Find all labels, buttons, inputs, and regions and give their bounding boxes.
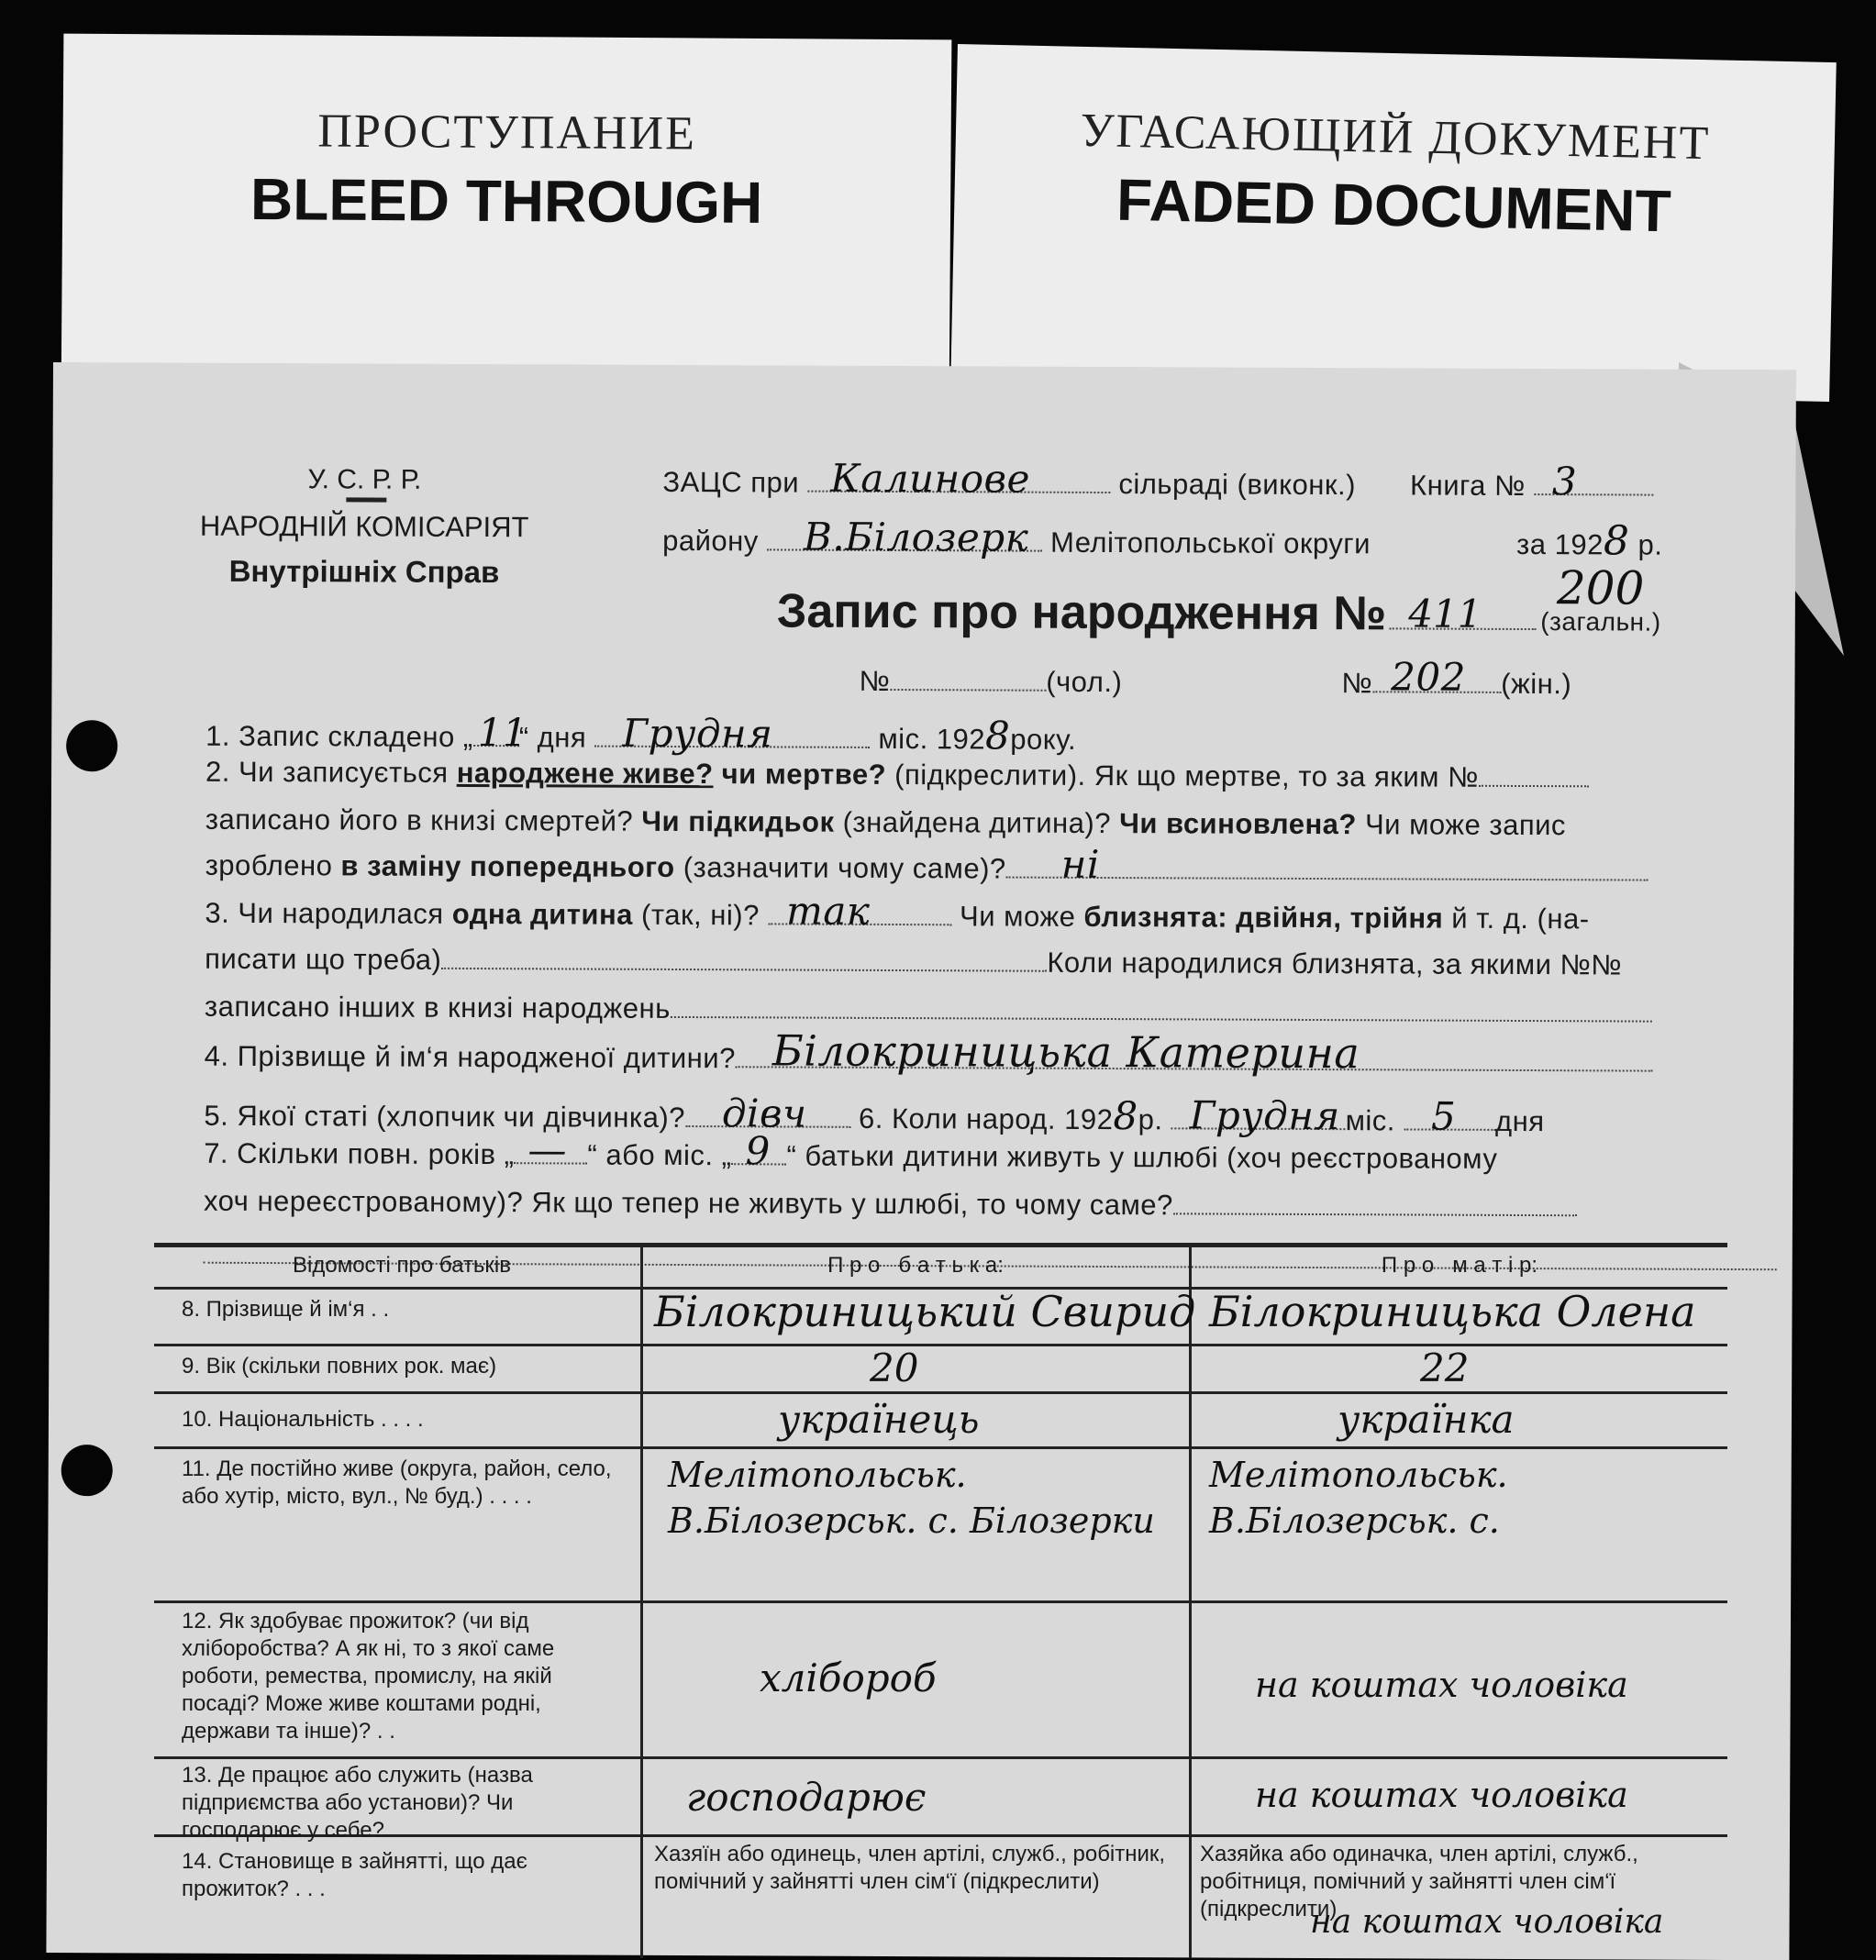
zats-line bbox=[662, 455, 1653, 504]
l5-value: так bbox=[785, 888, 871, 934]
raion-label: району bbox=[662, 524, 759, 558]
l2-dead: чи мертве? bbox=[713, 758, 887, 791]
row-label-livelihood: 12. Як здобуває прожиток? (чи від хліборобства? А як ні, то з якої саме роботи, ремества, промислу, на якій посаді? Може живе коштами родні, держави та інше)? . . bbox=[182, 1609, 555, 1744]
book-value: 3 bbox=[1551, 459, 1578, 504]
numbers-line bbox=[859, 654, 1572, 701]
punch-hole-bottom bbox=[61, 1445, 113, 1496]
l10-text-c: “ батьки дитини живуть у шлюбі (хоч реєстрованому bbox=[786, 1139, 1498, 1175]
l4-text-c: (зазначити чому саме)? bbox=[674, 850, 1006, 885]
record-number-value: 411 bbox=[1408, 591, 1482, 637]
faded-document-en: FADED DOCUMENT bbox=[1116, 166, 1672, 245]
l4-replacement: в заміну попереднього bbox=[340, 849, 675, 883]
row-rule bbox=[154, 1600, 1727, 1603]
zhin-prefix: № bbox=[1341, 667, 1373, 700]
year-label: за 192 bbox=[1516, 527, 1604, 561]
faded-document-ru: УГАСАЮЩИЙ ДОКУМЕНТ bbox=[1080, 104, 1711, 171]
l9-text-b: 6. Коли народ. 192 bbox=[859, 1102, 1114, 1136]
l1-year-value: 8 bbox=[984, 713, 1011, 759]
raion-field bbox=[767, 514, 1042, 560]
row-label-nationality: 10. Національність . . . . bbox=[182, 1407, 424, 1432]
line-4 bbox=[205, 841, 1648, 889]
l9-day-field bbox=[1404, 1093, 1495, 1139]
l9-text-d: міс. bbox=[1345, 1104, 1395, 1137]
raion-line bbox=[662, 514, 1662, 565]
mother-nationality: українка bbox=[1338, 1397, 1515, 1442]
mother-residence: Мелітопольськ. В.Білозерськ. с. bbox=[1209, 1455, 1508, 1541]
l5-text-f: й т. д. (на- bbox=[1443, 902, 1590, 936]
l6-text-b: Коли народилися близнята, за якими №№ bbox=[1047, 946, 1623, 981]
l5-text-d: Чи може bbox=[950, 900, 1084, 933]
l5-twins: близнята: двійня, трійня bbox=[1083, 900, 1444, 935]
l10-text-a: 7. Скільки повн. років „ bbox=[204, 1136, 515, 1171]
l1-day-field bbox=[473, 710, 528, 756]
l1-text-c: міс. 192 bbox=[878, 722, 986, 756]
head-info: Відомості про батьків bbox=[293, 1253, 511, 1278]
table-top-rule bbox=[154, 1243, 1727, 1247]
l2-alive: народжене живе? bbox=[456, 756, 714, 791]
l10-years-value: — bbox=[527, 1127, 568, 1173]
faded-document-card bbox=[950, 44, 1837, 402]
record-title-line bbox=[777, 583, 1661, 642]
row-label-age: 9. Вік (скільки повних рок. має) bbox=[182, 1354, 497, 1379]
line-6 bbox=[205, 943, 1622, 982]
usrr-header: У. С. Р. Р. bbox=[307, 464, 422, 495]
father-livelihood: хлібороб bbox=[760, 1655, 937, 1700]
l1-text-d: року. bbox=[1010, 723, 1077, 756]
l1-day-value: 11 bbox=[477, 710, 528, 756]
year-value: 8 bbox=[1603, 517, 1630, 565]
row-label-occupation: 14. Становище в зайнятті, що дає прожиток? . . . bbox=[182, 1849, 527, 1901]
zats-field bbox=[807, 455, 1110, 502]
row-label-surname: 8. Прізвище й ім‘я . . bbox=[182, 1297, 390, 1322]
father-occupation-options: Хазяїн або одинець, член артілі, служб., робітник, помічний у зайнятті член сім‘ї (підкреслити) bbox=[654, 1842, 1166, 1894]
l6-field bbox=[441, 968, 1047, 972]
l8-text-a: 4. Прізвище й ім‘я народженої дитини? bbox=[204, 1039, 736, 1075]
zagaln-label: (загальн.) bbox=[1540, 607, 1661, 637]
chol-field bbox=[890, 689, 1046, 692]
l7-text-a: записано інших в книзі народжень bbox=[204, 990, 671, 1024]
father-surname: Білокриницький Свирид bbox=[654, 1287, 1196, 1336]
row-rule bbox=[154, 1446, 1727, 1449]
punch-hole-top bbox=[66, 720, 117, 771]
record-number-field bbox=[1390, 591, 1537, 637]
zhin-value: 202 bbox=[1391, 654, 1467, 700]
year-suffix: р. bbox=[1637, 528, 1663, 561]
l1-text-b: “ дня bbox=[518, 721, 587, 754]
header-divider bbox=[346, 497, 386, 502]
zats-label: ЗАЦС при bbox=[662, 465, 800, 499]
l3-text-c: (знайдена дитина)? bbox=[834, 805, 1120, 840]
selrada-label: сільраді (виконк.) bbox=[1118, 468, 1357, 502]
l10-months-value: 9 bbox=[745, 1128, 771, 1174]
l9-day-value: 5 bbox=[1430, 1093, 1457, 1139]
l4-text-a: зроблено bbox=[205, 848, 341, 882]
l11-field bbox=[1173, 1213, 1577, 1216]
mother-workplace: на коштах чоловіка bbox=[1255, 1775, 1628, 1815]
bleed-through-card bbox=[61, 34, 952, 407]
l1-month-field bbox=[594, 710, 870, 757]
row-rule bbox=[154, 1391, 1727, 1394]
l9-text-c: р. bbox=[1138, 1103, 1163, 1136]
line-1 bbox=[205, 710, 1076, 759]
l2-text-a: 2. Чи записується bbox=[205, 755, 457, 789]
chol-prefix: № bbox=[859, 664, 891, 697]
corner-number: 200 bbox=[1556, 561, 1645, 615]
l9-month-value: Грудня bbox=[1189, 1092, 1340, 1139]
record-title: Запис про народження № bbox=[776, 584, 1387, 641]
row-rule bbox=[154, 1756, 1727, 1759]
l11-text-a: хоч нереєстрованому)? Як що тепер не живуть у шлюбі, то чому саме? bbox=[203, 1184, 1173, 1222]
l1-month-value: Грудня bbox=[622, 710, 773, 757]
raion-value: В.Білозерк bbox=[803, 514, 1029, 560]
mother-livelihood: на коштах чоловіка bbox=[1255, 1665, 1628, 1705]
line-8 bbox=[204, 1025, 1653, 1080]
l2-text-d: (підкреслити). Як що мертве, то за яким № bbox=[886, 758, 1479, 793]
book-field bbox=[1534, 459, 1653, 504]
row-label-residence: 11. Де постійно живе (округа, район, село, або хутір, місто, вул., № буд.) . . . . bbox=[182, 1456, 612, 1509]
zhin-field bbox=[1372, 654, 1501, 700]
l3-text-e: Чи може запис bbox=[1356, 808, 1567, 842]
l9-month-field bbox=[1171, 1092, 1346, 1139]
l4-value: ні bbox=[1060, 841, 1100, 887]
father-age: 20 bbox=[870, 1345, 919, 1390]
line-5 bbox=[205, 888, 1590, 936]
l9-sex-field bbox=[685, 1091, 850, 1136]
okruha-label: Мелітопольської округи bbox=[1049, 526, 1371, 560]
l10-text-b: “ або міс. „ bbox=[587, 1138, 732, 1172]
mother-occupation-value: на коштах чоловіка bbox=[1310, 1903, 1664, 1941]
head-mother: П р о м а т і р: bbox=[1381, 1253, 1538, 1278]
bleed-through-ru: ПРОСТУПАНИЕ bbox=[317, 105, 697, 161]
l3-adopted: Чи всиновлена? bbox=[1119, 807, 1357, 841]
l8-field bbox=[736, 1025, 1653, 1079]
l9-text-a: 5. Якої статі (хлопчик чи дівчинка)? bbox=[204, 1099, 686, 1135]
line-2 bbox=[205, 756, 1589, 795]
mother-age: 22 bbox=[1420, 1345, 1470, 1390]
book-label: Книга № bbox=[1409, 469, 1526, 503]
zats-value: Калинове bbox=[830, 455, 1030, 502]
mother-surname: Білокриницька Олена bbox=[1209, 1287, 1696, 1336]
line-3 bbox=[205, 803, 1566, 842]
l3-text-a: записано його в книзі смертей? bbox=[205, 803, 642, 837]
l4-field bbox=[1006, 841, 1648, 887]
father-nationality: українець bbox=[778, 1397, 980, 1442]
l5-field bbox=[768, 888, 951, 934]
mother-occupation-options: Хазяйка або одиначка, член артілі, служб., робітниця, помічний у зайнятті член сім‘ї (підкреслити) bbox=[1200, 1842, 1638, 1921]
l10-years-field bbox=[514, 1127, 587, 1173]
l5-text-c: (так, ні)? bbox=[632, 898, 760, 932]
l10-months-field bbox=[731, 1128, 786, 1174]
l9-sex-value: дівч bbox=[721, 1091, 807, 1136]
l8-value: Білокриницька Катерина bbox=[771, 1025, 1360, 1079]
l1-text-a: 1. Запис складено „ bbox=[205, 719, 473, 754]
line-7 bbox=[205, 991, 1652, 1030]
commissariat-header: НАРОДНІЙ КОМІСАРІЯТ bbox=[199, 509, 529, 544]
l5-one-child: одна дитина bbox=[451, 897, 634, 931]
row-rule bbox=[154, 1344, 1727, 1346]
l6-text-a: писати що треба) bbox=[205, 942, 442, 976]
line-10 bbox=[204, 1127, 1498, 1176]
line-9 bbox=[204, 1090, 1544, 1140]
zhin-label: (жін.) bbox=[1501, 667, 1572, 701]
l9-year-value: 8 bbox=[1113, 1093, 1138, 1139]
father-workplace: господарює bbox=[686, 1775, 927, 1820]
line-11 bbox=[204, 1185, 1577, 1224]
head-father: П р о б а т ь к а: bbox=[827, 1253, 1004, 1278]
chol-label: (чол.) bbox=[1046, 665, 1123, 699]
l2-field bbox=[1479, 785, 1589, 788]
row-label-workplace: 13. Де працює або служить (назва підприємства або установи)? Чи господарює у себе? bbox=[182, 1763, 533, 1843]
father-residence: Мелітопольськ. В.Білозерськ. с. Білозерки bbox=[668, 1455, 1155, 1541]
bleed-through-en: BLEED THROUGH bbox=[250, 166, 763, 236]
l9-text-e: дня bbox=[1494, 1104, 1545, 1138]
l5-text-a: 3. Чи народилася bbox=[205, 896, 452, 930]
department-header: Внутрішніх Справ bbox=[228, 553, 500, 590]
l7-field bbox=[671, 1016, 1652, 1023]
l3-foundling: Чи підкидьок bbox=[641, 804, 835, 838]
